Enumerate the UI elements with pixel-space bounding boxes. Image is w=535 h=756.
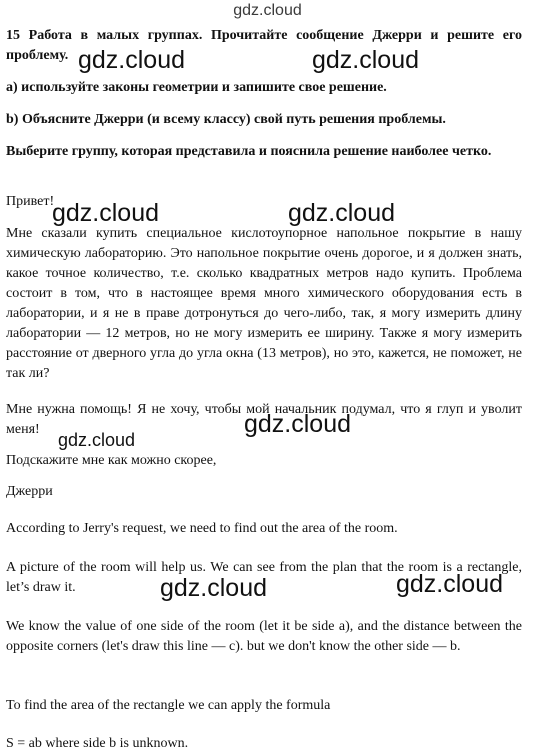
letter-signature: Джерри [6, 484, 53, 499]
solution-paragraph-4: To find the area of the rectangle we can apply the formula [6, 698, 331, 713]
watermark: gdz.cloud [312, 46, 420, 74]
letter-closing: Подскажите мне как можно скорее, [6, 453, 217, 468]
solution-paragraph-3: We know the value of one side of the room (let it be side a), and the distance between the opposite corners (let's draw this line — c). but we don't know the other side — b. [6, 619, 522, 654]
letter-paragraph-2: Мне нужна помощь! Я не хочу, чтобы мой начальник подумал, что я глуп и уволит меня! [6, 402, 522, 437]
task-heading: 15 Работа в малых группах. Прочитайте сообщение Джерри и решите его проблему. [6, 28, 522, 63]
letter-greeting: Привет! [6, 194, 55, 209]
letter-paragraph-1: Мне сказали купить специальное кислотоупорное напольное покрытие в нашу химическую лабораторию. Это напольное покрытие очень дорогое, и я должен знать, какое точное количество, т.е. сколько квадратных метров надо купить. Проблема состоит в том, что в настоящее время много химического оборудования есть в лаборатории, и я не в праве дотронуться до чего-либо, так, я могу измерить длину лаборатории — 12 метров, но не могу измерить ее ширину. Также я могу измерить расстояние от дверного угла до угла окна (13 метров), но это, кажется, не поможет, не так ли? [6, 226, 522, 381]
site-watermark-top: gdz.cloud [233, 2, 302, 19]
watermark: gdz.cloud [58, 430, 136, 450]
solution-paragraph-2: A picture of the room will help us. We can see from the plan that the room is a rectangle, let’s draw it. [6, 560, 522, 595]
solution-paragraph-5: S = ab where side b is unknown. [6, 736, 189, 751]
solution-paragraph-1: According to Jerry's request, we need to find out the area of the room. [6, 521, 398, 536]
task-item-b: b) Объясните Джерри (и всему классу) свой путь решения проблемы. [6, 112, 446, 127]
task-item-a: а) используйте законы геометрии и запишите свое решение. [6, 80, 387, 95]
watermark: gdz.cloud [396, 570, 504, 598]
watermark: gdz.cloud [160, 574, 268, 602]
watermark: gdz.cloud [52, 199, 160, 227]
watermark: gdz.cloud [288, 199, 396, 227]
watermark: gdz.cloud [78, 46, 186, 74]
watermark: gdz.cloud [244, 410, 352, 438]
task-instruction: Выберите группу, которая представила и пояснила решение наиболее четко. [6, 144, 492, 159]
